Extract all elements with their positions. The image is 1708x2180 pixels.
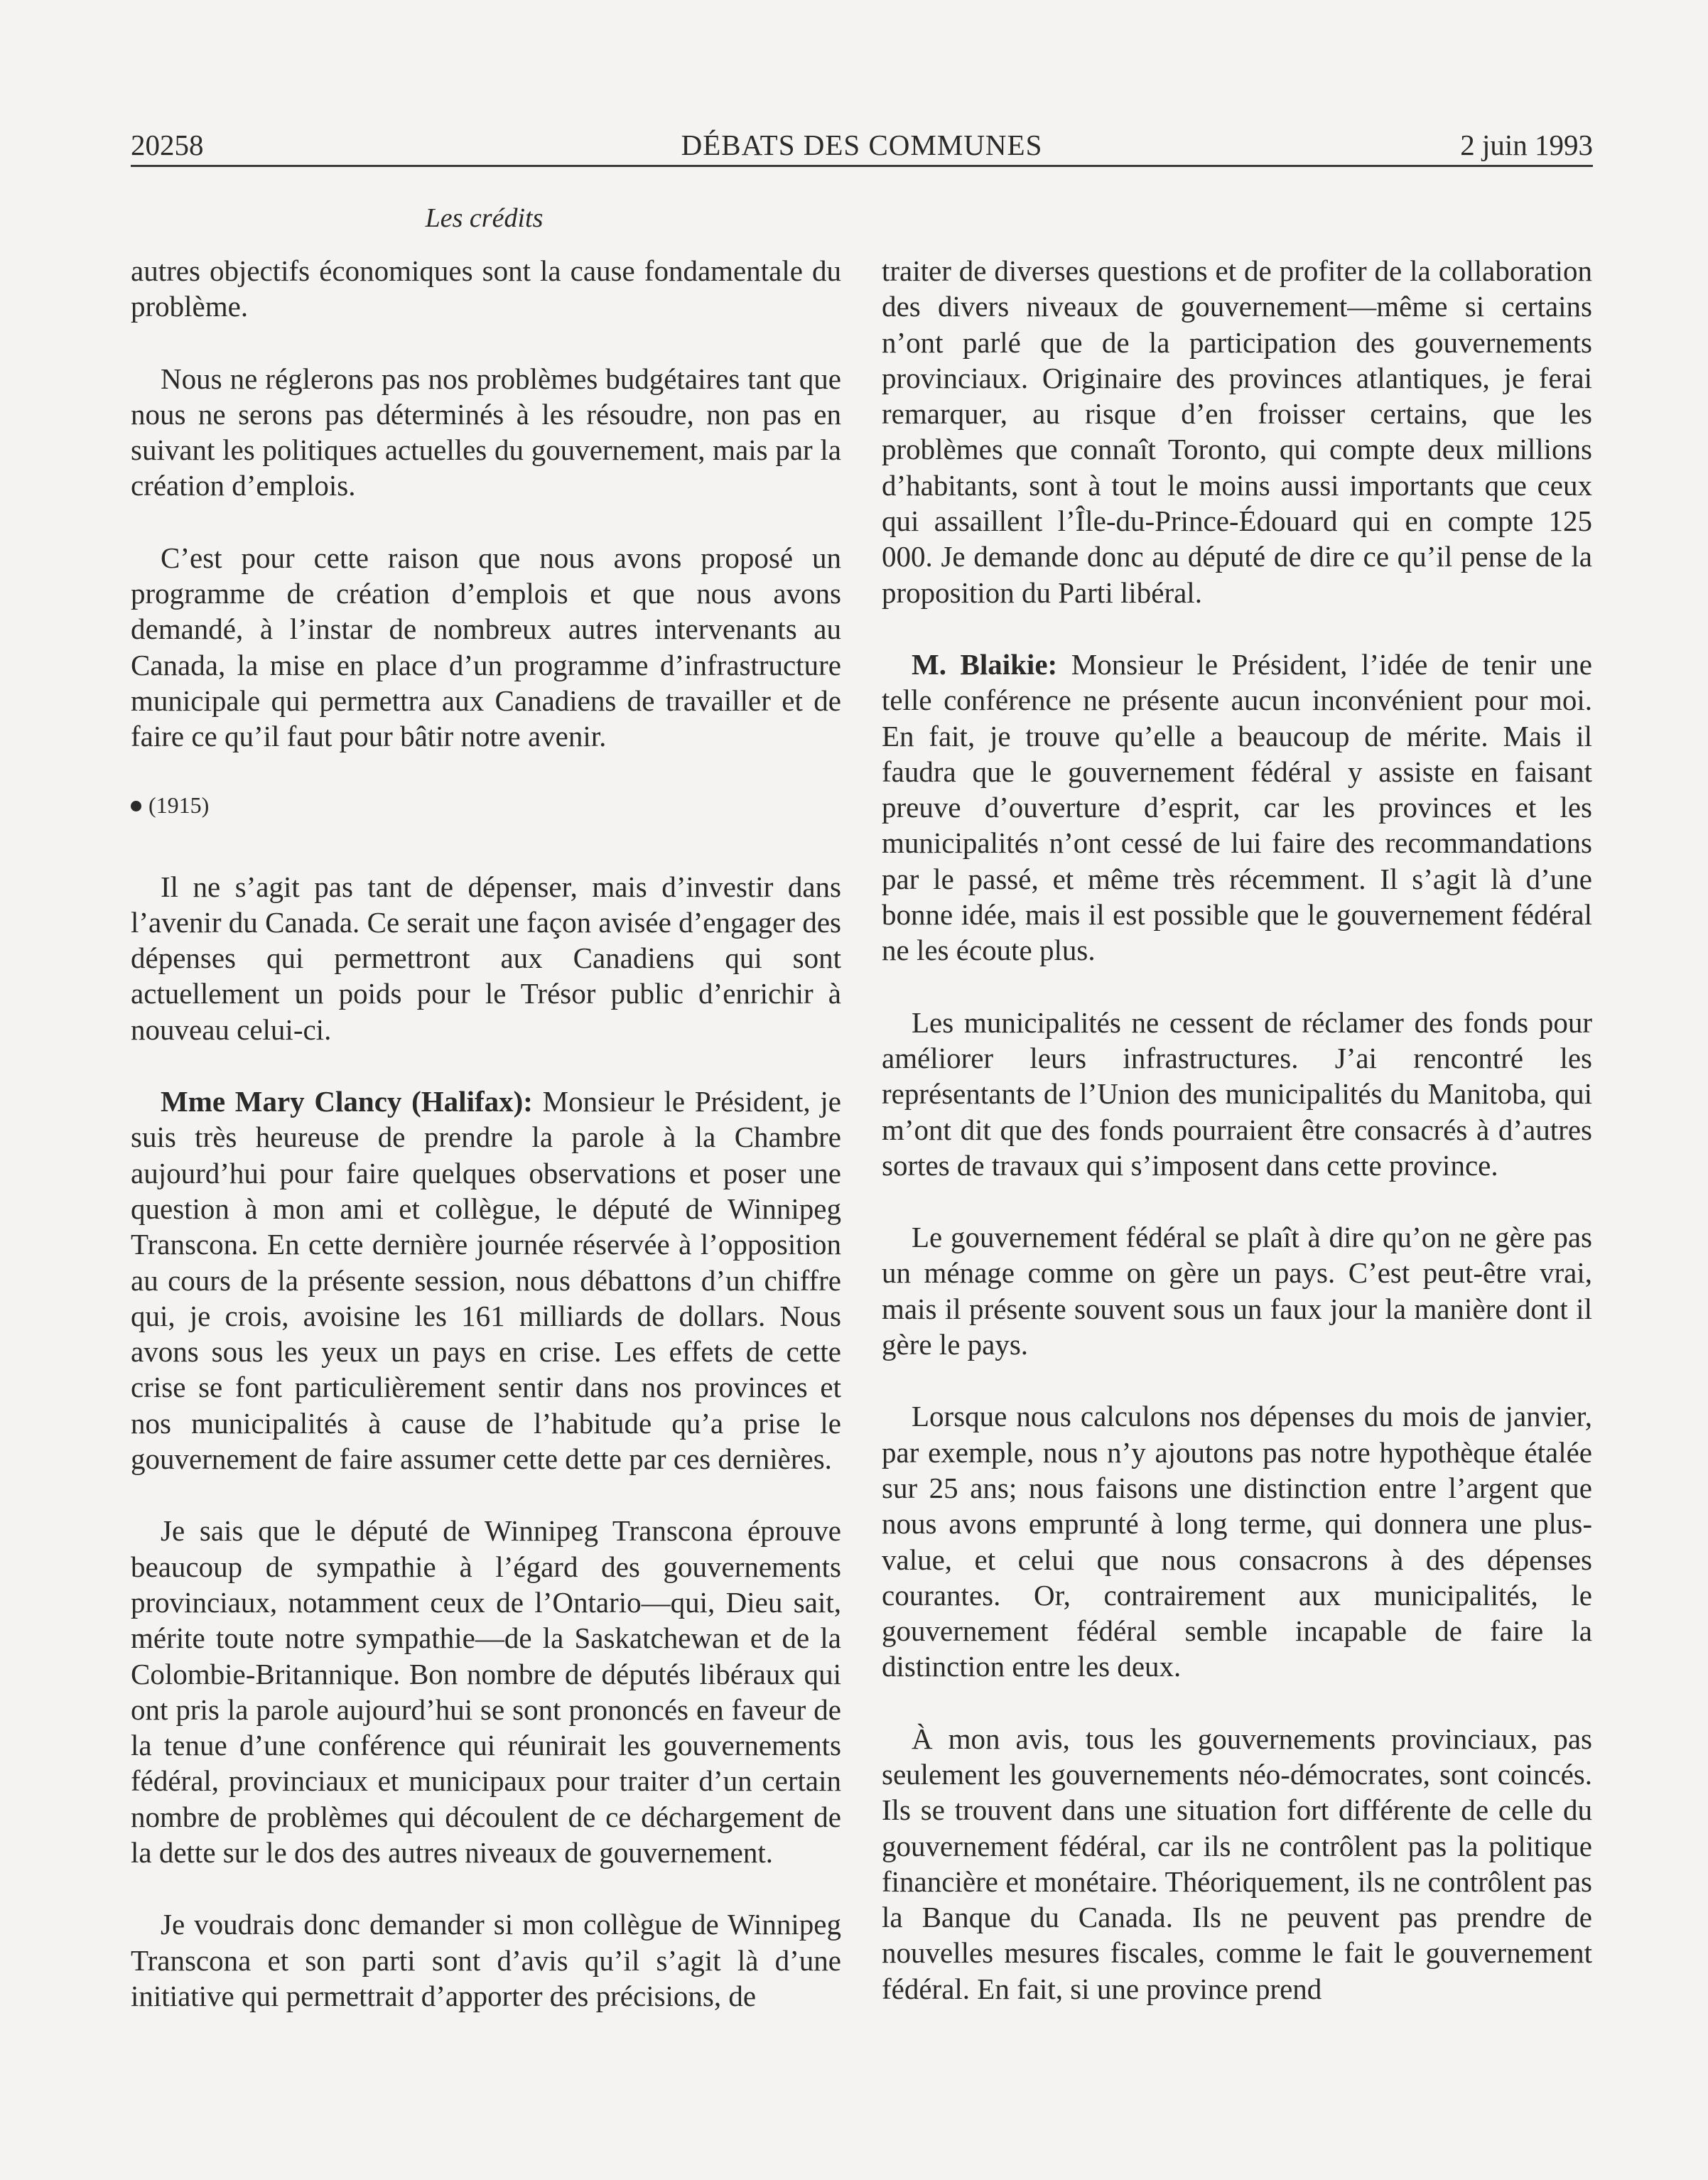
paragraph: Je sais que le député de Winnipeg Transcona éprouve beaucoup de sympathie à l’égard des gouvernements provinciaux, notamment ceux de l’Ontario—qui, Dieu sait, mérite toute notre sympathie—de la Saskatchewan et de la Colombie-Britannique. Bon nombre de députés libéraux qui ont pris la parole aujourd’hui se sont prononcés en faveur de la tenue d’une conférence qui réunirait les gouvernements fédéral, provinciaux et municipaux pour traiter d’un certain nombre de problèmes qui découlent de ce déchargement de la dette sur le dos des autres niveaux de gouvernement. <box>131 1514 841 1869</box>
paragraph: autres objectifs économiques sont la cause fondamentale du problème. <box>131 254 841 323</box>
paragraph: À mon avis, tous les gouvernements provinciaux, pas seulement les gouvernements néo-démocrates, sont coincés. Ils se trouvent dans une situation fort différente de celle du gouvernement fédéral, car ils ne contrôlent pas la politique financière et monétaire. Théoriquement, ils ne contrôlent pas la Banque du Canada. Ils ne peuvent pas prendre de nouvelles mesures fiscales, comme le fait le gouvernement fédéral. En fait, si une province prend <box>882 1722 1592 2005</box>
paragraph: traiter de diverses questions et de profiter de la collaboration des divers niveaux de gouvernement—même si certains n’ont parlé que de la participation des gouvernements provinciaux. Originaire des provinces atlantiques, je ferai remarquer, au risque d’en froisser certains, que les problèmes que connaît Toronto, qui compte deux millions d’habitants, sont à tout le moins aussi importants que ceux qui assaillent l’Île-du-Prince-Édouard qui en compte 125 000. Je demande donc au député de dire ce qu’il pense de la proposition du Parti libéral. <box>882 254 1592 609</box>
speech-text: Monsieur le Président, l’idée de tenir une telle conférence ne présente aucun inconvénient pour moi. En fait, je trouve qu’elle a beaucoup de mérite. Mais il faudra que le gouvernement fédéral y assiste en faisant preuve d’ouverture d’esprit, car les provinces et les municipalités n’ont cessé de lui faire des recommandations par le passé, et même très récemment. Il s’agit là d’une bonne idée, mais il est possible que le gouvernement fédéral ne les écoute plus. <box>882 647 1592 967</box>
paragraph: Je voudrais donc demander si mon collègue de Winnipeg Transcona et son parti sont d’avis qu’il s’agit là d’une initiative qui permettrait d’apporter des précisions, de <box>131 1908 841 2012</box>
speaker-name: M. Blaikie: <box>912 647 1058 681</box>
paragraph: Les municipalités ne cessent de réclamer des fonds pour améliorer leurs infrastructures. J’ai rencontré les représentants de l’Union des municipalités du Manitoba, qui m’ont dit que des fonds pourraient être consacrés à d’autres sortes de travaux qui s’imposent dans cette province. <box>882 1005 1592 1182</box>
paragraph: Il ne s’agit pas tant de dépenser, mais d’investir dans l’avenir du Canada. Ce serait une façon avisée d’engager des dépenses qui permettront aux Canadiens qui sont actuellement un poids pour le Trésor public d’enrichir à nouveau celui-ci. <box>131 870 841 1046</box>
time-marker <box>131 791 841 819</box>
speech-text: Monsieur le Président, je suis très heureuse de prendre la parole à la Chambre aujourd’hui pour faire quelques observations et poser une question à mon ami et collègue, le député de Winnipeg Transcona. En cette dernière journée réservée à l’opposition au cours de la présente session, nous débattons d’un chiffre qui, je crois, avoisine les 161 milliards de dollars. Nous avons sous les yeux un pays en crise. Les effets de cette crise se font particulièrement sentir dans nos provinces et nos municipalités à cause de l’habitude qu’a prise le gouvernement de faire assumer cette dette par ces dernières. <box>131 1085 842 1476</box>
paragraph: Le gouvernement fédéral se plaît à dire qu’on ne gère pas un ménage comme on gère un pays. C’est peut-être vrai, mais il présente souvent sous un faux jour la manière dont il gère le pays. <box>882 1221 1592 1361</box>
section-title: Les crédits <box>425 203 544 233</box>
left-column <box>131 253 841 2050</box>
right-column <box>882 253 1592 2043</box>
bullet-icon <box>131 801 141 811</box>
paragraph: Nous ne réglerons pas nos problèmes budgétaires tant que nous ne serons pas déterminés à les résoudre, non pas en suivant les politiques actuelles du gouvernement, mais par la création d’emplois. <box>131 362 841 502</box>
publication-date: 2 juin 1993 <box>1460 129 1593 161</box>
page-number: 20258 <box>131 129 204 161</box>
speaker-name: Mme Mary Clancy (Halifax): <box>161 1085 533 1118</box>
publication-title: DÉBATS DES COMMUNES <box>681 129 1043 161</box>
speech-paragraph <box>131 1084 841 1477</box>
speech-paragraph <box>882 647 1592 968</box>
paragraph: C’est pour cette raison que nous avons proposé un programme de création d’emplois et que nous avons demandé, à l’instar de nombreux autres intervenants au Canada, la mise en place d’un programme d’infrastructure municipale qui permettra aux Canadiens de travailler et de faire ce qu’il faut pour bâtir notre avenir. <box>131 541 841 753</box>
header-rule <box>131 165 1593 167</box>
time-marker-text: (1915) <box>148 792 210 818</box>
page-header <box>131 122 1593 165</box>
paragraph: Lorsque nous calculons nos dépenses du mois de janvier, par exemple, nous n’y ajoutons pas notre hypothèque étalée sur 25 ans; nous faisons une distinction entre l’argent que nous avons emprunté à long terme, qui donnera une plus-value, et celui que nous consacrons à des dépenses courantes. Or, contrairement aux municipalités, le gouvernement fédéral semble incapable de faire la distinction entre les deux. <box>882 1400 1592 1683</box>
